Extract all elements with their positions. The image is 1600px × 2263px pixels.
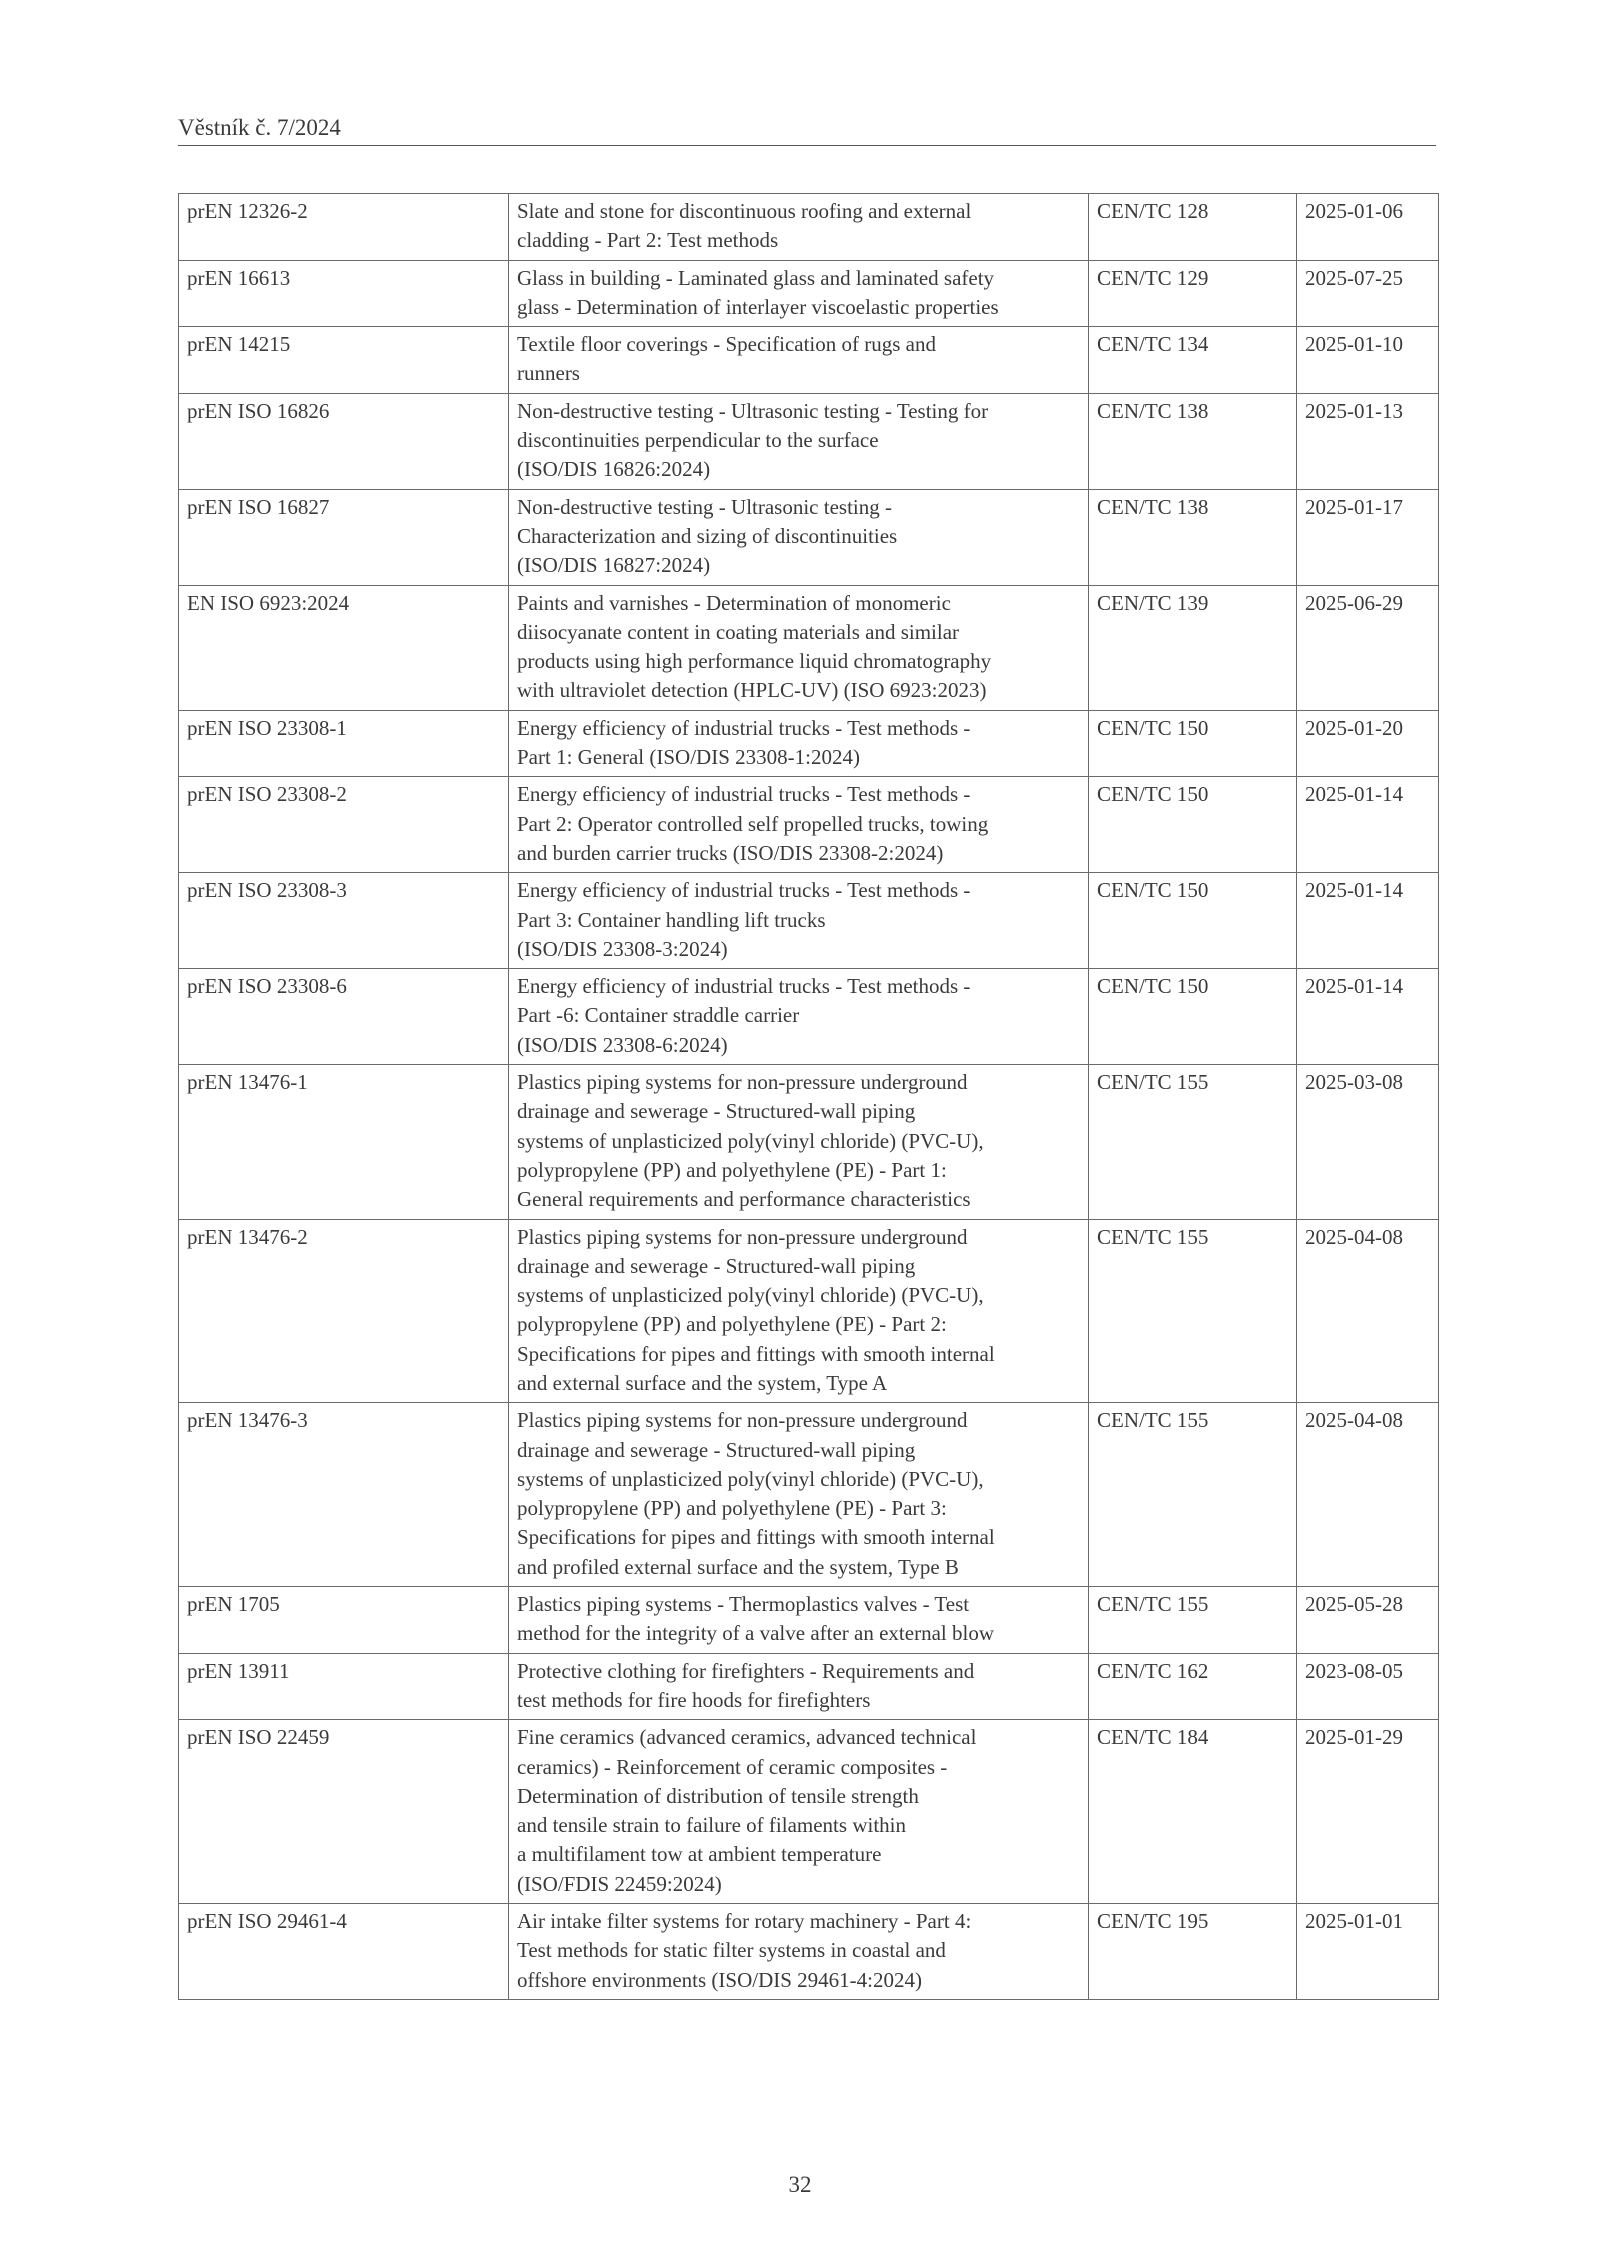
technical-committee-cell: CEN/TC 195: [1089, 1904, 1297, 2000]
table-row: [179, 585, 1439, 710]
date-cell: 2025-01-13: [1297, 393, 1439, 489]
technical-committee-cell: CEN/TC 155: [1089, 1587, 1297, 1654]
standard-title-line: Energy efficiency of industrial trucks - Test methods -: [517, 782, 971, 807]
standard-title-line: polypropylene (PP) and polyethylene (PE) - Part 1:: [517, 1157, 947, 1182]
technical-committee-cell: CEN/TC 155: [1089, 1065, 1297, 1219]
standard-title-line: (ISO/DIS 23308-3:2024): [517, 936, 728, 961]
date-cell: 2025-01-14: [1297, 873, 1439, 969]
standard-title-line: diisocyanate content in coating materials and similar: [517, 619, 960, 644]
technical-committee-cell: CEN/TC 139: [1089, 585, 1297, 710]
standard-title-line: offshore environments (ISO/DIS 29461-4:2024): [517, 1967, 922, 1992]
standard-code-cell: prEN ISO 23308-2: [179, 777, 509, 873]
standard-title-line: Determination of distribution of tensile strength: [517, 1783, 919, 1808]
standard-title-line: Plastics piping systems for non-pressure underground: [517, 1070, 968, 1095]
standard-title-line: General requirements and performance characteristics: [517, 1187, 971, 1212]
technical-committee-cell: CEN/TC 150: [1089, 873, 1297, 969]
date-cell: 2025-05-28: [1297, 1587, 1439, 1654]
standard-title-line: Paints and varnishes - Determination of monomeric: [517, 590, 951, 615]
standard-title-line: (ISO/DIS 16827:2024): [517, 553, 711, 578]
journal-title: Věstník č. 7/2024: [178, 115, 341, 140]
technical-committee-cell: CEN/TC 155: [1089, 1219, 1297, 1403]
date-cell: 2025-06-29: [1297, 585, 1439, 710]
standard-title-cell: [509, 1653, 1089, 1720]
table-row: [179, 1904, 1439, 2000]
table-row: [179, 1720, 1439, 1904]
standard-title-line: systems of unplasticized poly(vinyl chloride) (PVC-U),: [517, 1283, 984, 1308]
standard-title-line: Plastics piping systems - Thermoplastics valves - Test: [517, 1592, 970, 1617]
standard-title-line: polypropylene (PP) and polyethylene (PE) - Part 2:: [517, 1312, 947, 1337]
standards-table: [178, 193, 1439, 2000]
standard-title-line: (ISO/DIS 23308-6:2024): [517, 1032, 728, 1057]
standard-title-cell: [509, 327, 1089, 394]
standard-code-cell: prEN ISO 16826: [179, 393, 509, 489]
standard-title-line: method for the integrity of a valve after an external blow: [517, 1621, 994, 1646]
standard-code-cell: prEN ISO 23308-3: [179, 873, 509, 969]
date-cell: 2025-03-08: [1297, 1065, 1439, 1219]
standard-title-line: Part -6: Container straddle carrier: [517, 1003, 800, 1028]
standard-title-line: polypropylene (PP) and polyethylene (PE) - Part 3:: [517, 1496, 947, 1521]
technical-committee-cell: CEN/TC 150: [1089, 777, 1297, 873]
standard-code-cell: prEN ISO 23308-6: [179, 969, 509, 1065]
standard-title-cell: [509, 1904, 1089, 2000]
standard-title-cell: [509, 260, 1089, 327]
standard-title-line: (ISO/FDIS 22459:2024): [517, 1871, 722, 1896]
standard-title-line: a multifilament tow at ambient temperature: [517, 1842, 882, 1867]
standards-table-body: [179, 194, 1439, 2000]
date-cell: 2025-01-06: [1297, 194, 1439, 261]
table-row: [179, 1219, 1439, 1403]
standard-title-line: Non-destructive testing - Ultrasonic testing - Testing for: [517, 398, 989, 423]
standard-code-cell: prEN 16613: [179, 260, 509, 327]
table-row: [179, 489, 1439, 585]
standard-code-cell: prEN 1705: [179, 1587, 509, 1654]
technical-committee-cell: CEN/TC 184: [1089, 1720, 1297, 1904]
date-cell: 2025-07-25: [1297, 260, 1439, 327]
standard-code-cell: EN ISO 6923:2024: [179, 585, 509, 710]
standard-title-line: Test methods for static filter systems in coastal and: [517, 1938, 946, 1963]
table-row: [179, 710, 1439, 777]
standard-title-line: drainage and sewerage - Structured-wall piping: [517, 1253, 916, 1278]
standard-title-line: systems of unplasticized poly(vinyl chloride) (PVC-U),: [517, 1466, 984, 1491]
standard-title-line: ceramics) - Reinforcement of ceramic composites -: [517, 1754, 948, 1779]
standard-title-line: Part 3: Container handling lift trucks: [517, 907, 826, 932]
standard-code-cell: prEN 13911: [179, 1653, 509, 1720]
standard-title-line: drainage and sewerage - Structured-wall piping: [517, 1099, 916, 1124]
standard-title-line: Energy efficiency of industrial trucks - Test methods -: [517, 878, 971, 903]
standard-title-cell: [509, 1403, 1089, 1587]
standard-title-line: test methods for fire hoods for firefighters: [517, 1687, 871, 1712]
technical-committee-cell: CEN/TC 138: [1089, 393, 1297, 489]
technical-committee-cell: CEN/TC 129: [1089, 260, 1297, 327]
date-cell: 2025-01-20: [1297, 710, 1439, 777]
technical-committee-cell: CEN/TC 155: [1089, 1403, 1297, 1587]
technical-committee-cell: CEN/TC 162: [1089, 1653, 1297, 1720]
table-row: [179, 194, 1439, 261]
standard-title-line: Air intake filter systems for rotary machinery - Part 4:: [517, 1909, 972, 1934]
standard-title-line: and tensile strain to failure of filaments within: [517, 1813, 906, 1838]
technical-committee-cell: CEN/TC 134: [1089, 327, 1297, 394]
date-cell: 2025-04-08: [1297, 1219, 1439, 1403]
table-row: [179, 327, 1439, 394]
date-cell: 2025-01-01: [1297, 1904, 1439, 2000]
standard-title-line: Plastics piping systems for non-pressure underground: [517, 1408, 968, 1433]
standard-title-line: discontinuities perpendicular to the surface: [517, 428, 879, 453]
technical-committee-cell: CEN/TC 150: [1089, 969, 1297, 1065]
standard-title-cell: [509, 710, 1089, 777]
table-row: [179, 969, 1439, 1065]
standard-title-line: Characterization and sizing of discontinuities: [517, 523, 898, 548]
standard-title-cell: [509, 1219, 1089, 1403]
standard-title-line: Non-destructive testing - Ultrasonic testing -: [517, 494, 892, 519]
standard-title-cell: [509, 873, 1089, 969]
standard-code-cell: prEN 12326-2: [179, 194, 509, 261]
table-row: [179, 1653, 1439, 1720]
standard-title-line: Fine ceramics (advanced ceramics, advanced technical: [517, 1725, 977, 1750]
table-row: [179, 1587, 1439, 1654]
date-cell: 2025-01-10: [1297, 327, 1439, 394]
standard-title-cell: [509, 393, 1089, 489]
table-row: [179, 777, 1439, 873]
page-header: [178, 112, 1436, 146]
table-row: [179, 393, 1439, 489]
table-row: [179, 260, 1439, 327]
table-row: [179, 873, 1439, 969]
standard-title-line: Protective clothing for firefighters - Requirements and: [517, 1658, 975, 1683]
technical-committee-cell: CEN/TC 150: [1089, 710, 1297, 777]
standard-title-line: Energy efficiency of industrial trucks - Test methods -: [517, 974, 971, 999]
page-number: 32: [788, 2172, 812, 2197]
standard-title-line: runners: [517, 361, 580, 386]
table-row: [179, 1403, 1439, 1587]
date-cell: 2025-01-14: [1297, 777, 1439, 873]
standard-title-line: glass - Determination of interlayer viscoelastic properties: [517, 294, 999, 319]
standard-title-cell: [509, 1065, 1089, 1219]
technical-committee-cell: CEN/TC 138: [1089, 489, 1297, 585]
date-cell: 2023-08-05: [1297, 1653, 1439, 1720]
standard-title-line: Part 2: Operator controlled self propelled trucks, towing: [517, 811, 989, 836]
standard-title-line: and external surface and the system, Type A: [517, 1370, 888, 1395]
standard-title-line: and burden carrier trucks (ISO/DIS 23308-2:2024): [517, 840, 944, 865]
table-row: [179, 1065, 1439, 1219]
standard-code-cell: prEN ISO 22459: [179, 1720, 509, 1904]
date-cell: 2025-01-14: [1297, 969, 1439, 1065]
standard-title-cell: [509, 1720, 1089, 1904]
standard-title-line: Textile floor coverings - Specification of rugs and: [517, 332, 936, 357]
standard-code-cell: prEN ISO 23308-1: [179, 710, 509, 777]
standard-title-line: products using high performance liquid chromatography: [517, 649, 992, 674]
standard-title-cell: [509, 194, 1089, 261]
standard-code-cell: prEN 13476-2: [179, 1219, 509, 1403]
standard-title-cell: [509, 1587, 1089, 1654]
standard-title-line: Energy efficiency of industrial trucks - Test methods -: [517, 715, 971, 740]
standard-code-cell: prEN 13476-3: [179, 1403, 509, 1587]
standard-code-cell: prEN ISO 29461-4: [179, 1904, 509, 2000]
standard-title-line: systems of unplasticized poly(vinyl chloride) (PVC-U),: [517, 1128, 984, 1153]
standard-title-cell: [509, 585, 1089, 710]
standard-title-cell: [509, 969, 1089, 1065]
standard-code-cell: prEN ISO 16827: [179, 489, 509, 585]
standard-code-cell: prEN 14215: [179, 327, 509, 394]
standard-title-line: Specifications for pipes and fittings with smooth internal: [517, 1341, 995, 1366]
standard-title-line: with ultraviolet detection (HPLC-UV) (ISO 6923:2023): [517, 678, 987, 703]
standard-title-cell: [509, 777, 1089, 873]
standard-title-cell: [509, 489, 1089, 585]
date-cell: 2025-01-29: [1297, 1720, 1439, 1904]
standard-title-line: drainage and sewerage - Structured-wall piping: [517, 1437, 916, 1462]
standard-title-line: Part 1: General (ISO/DIS 23308-1:2024): [517, 745, 860, 770]
standard-title-line: Plastics piping systems for non-pressure underground: [517, 1224, 968, 1249]
standard-title-line: and profiled external surface and the system, Type B: [517, 1554, 959, 1579]
date-cell: 2025-01-17: [1297, 489, 1439, 585]
standard-title-line: Glass in building - Laminated glass and laminated safety: [517, 265, 995, 290]
date-cell: 2025-04-08: [1297, 1403, 1439, 1587]
standard-code-cell: prEN 13476-1: [179, 1065, 509, 1219]
standard-title-line: Slate and stone for discontinuous roofing and external: [517, 199, 972, 223]
standard-title-line: Specifications for pipes and fittings with smooth internal: [517, 1525, 995, 1550]
technical-committee-cell: CEN/TC 128: [1089, 194, 1297, 261]
standard-title-line: cladding - Part 2: Test methods: [517, 228, 779, 253]
standard-title-line: (ISO/DIS 16826:2024): [517, 457, 711, 482]
